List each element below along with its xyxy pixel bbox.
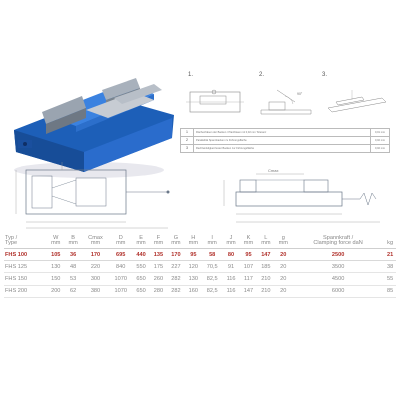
spec-value-cell: 280 — [150, 285, 167, 297]
vise-side-view-drawing — [210, 162, 380, 232]
spec-header-cell — [47, 233, 64, 249]
spec-model-cell: FHS 200 — [4, 285, 47, 297]
spec-value-cell: 117 — [240, 273, 257, 285]
spec-value-cell: 200 — [47, 285, 64, 297]
spec-value-cell: 55 — [384, 273, 396, 285]
tolerance-value: 0,01 mm — [371, 129, 390, 137]
tolerance-num: 2 — [181, 137, 194, 145]
spec-value-cell: 95 — [185, 249, 202, 261]
spec-value-cell: 36 — [64, 249, 81, 261]
sideview-crank — [360, 193, 376, 205]
spec-value-cell: 53 — [64, 273, 81, 285]
tolerance-row — [181, 129, 390, 137]
spec-header-line: G — [173, 234, 179, 241]
diagram2-jaw — [269, 102, 285, 110]
spec-value-cell: 20 — [275, 285, 292, 297]
spec-value-cell: 147 — [257, 249, 274, 261]
measurement-diagram-3 — [322, 80, 392, 125]
spec-value-cell: 210 — [257, 285, 274, 297]
spec-header-cell — [4, 233, 47, 249]
spec-value-cell: 3500 — [292, 261, 384, 273]
spec-header-line: mm — [226, 240, 236, 247]
spec-header-line: I — [211, 234, 213, 241]
spec-value-cell: 20 — [275, 273, 292, 285]
diagram2-base — [261, 110, 311, 114]
tolerance-row — [181, 137, 390, 145]
spec-value-cell: 38 — [384, 261, 396, 273]
spec-header-line: E — [139, 234, 143, 241]
panel-number-3: 3. — [322, 72, 328, 78]
spec-model-cell: FHS 100 — [4, 249, 47, 261]
spec-value-cell: 210 — [257, 273, 274, 285]
spec-header-cell — [292, 233, 384, 249]
vise-top-view-drawing — [6, 158, 176, 233]
diagram1-jaw — [200, 96, 226, 104]
spec-value-cell: 260 — [150, 273, 167, 285]
spec-value-cell: 21 — [384, 249, 396, 261]
specification-table — [4, 233, 396, 298]
spec-value-cell: 150 — [47, 273, 64, 285]
sideview-moving-jaw — [304, 180, 328, 192]
spec-value-cell: 91 — [222, 261, 239, 273]
cmax-label: Cmax — [268, 168, 279, 173]
spec-header-line: mm — [278, 240, 288, 247]
diagram2-square — [277, 90, 295, 102]
measurement-diagram-2 — [255, 80, 320, 125]
spec-header-cell — [384, 233, 396, 249]
spec-value-cell: 135 — [150, 249, 167, 261]
spec-header-line: mm — [136, 240, 146, 247]
tolerance-value: 0,02 mm — [371, 145, 390, 153]
spec-header-line: kg — [387, 240, 394, 247]
spec-header-line: Type — [5, 240, 18, 247]
spec-header-line: mm — [51, 240, 61, 247]
spec-header-line: W — [53, 234, 59, 241]
spec-header-cell — [132, 233, 149, 249]
tolerance-text: Rechtwinkligkeit fester Backen zur Führungsfläche — [194, 145, 371, 153]
spec-value-cell: 227 — [167, 261, 184, 273]
spec-value-cell: 105 — [47, 249, 64, 261]
tolerance-text: Parallelität Spannbacken zu Führungsfläche — [194, 137, 371, 145]
spec-value-cell: 220 — [82, 261, 109, 273]
spec-value-cell: 282 — [167, 285, 184, 297]
spec-header-line: Typ / — [5, 234, 18, 241]
spec-value-cell: 380 — [82, 285, 109, 297]
tolerance-value: 0,02 mm — [371, 137, 390, 145]
spec-header-line: mm — [116, 240, 126, 247]
panel-number-2: 2. — [259, 72, 265, 78]
vise-bolt-hole — [23, 142, 27, 146]
spec-header-cell — [109, 233, 132, 249]
spec-header-line: Cmax — [88, 234, 103, 241]
spec-header-line: mm — [153, 240, 164, 247]
spec-value-cell: 1070 — [109, 285, 132, 297]
spec-header-line: mm — [68, 240, 78, 247]
spec-header-line: Clamping force daN — [313, 240, 363, 247]
spec-header-line: L — [264, 234, 268, 241]
topview-moving-jaw — [76, 178, 106, 206]
spec-header-line: H — [191, 234, 196, 241]
spec-value-cell: 116 — [222, 285, 239, 297]
spec-row — [4, 273, 396, 285]
spec-header-cell — [202, 233, 222, 249]
spec-row — [4, 249, 396, 261]
spec-value-cell: 20 — [275, 249, 292, 261]
tolerance-num: 3 — [181, 145, 194, 153]
spec-header-line: Spannkraft / — [323, 234, 354, 241]
spec-header-line: K — [246, 234, 251, 241]
spec-value-cell: 160 — [185, 285, 202, 297]
spec-value-cell: 282 — [167, 273, 184, 285]
spec-value-cell: 85 — [384, 285, 396, 297]
sideview-base — [236, 192, 342, 206]
spec-header-line: mm — [171, 240, 181, 247]
sideview-fixed-jaw — [240, 180, 256, 192]
spec-value-cell: 147 — [240, 285, 257, 297]
spec-value-cell: 95 — [240, 249, 257, 261]
spec-value-cell: 130 — [185, 273, 202, 285]
spec-header-line: mm — [207, 240, 217, 247]
spec-header-line: mm — [90, 240, 101, 247]
topview-hatch-1 — [52, 180, 76, 188]
spec-value-cell: 185 — [257, 261, 274, 273]
spec-header-cell — [275, 233, 292, 249]
spec-model-cell: FHS 150 — [4, 273, 47, 285]
spec-value-cell: 440 — [132, 249, 149, 261]
spec-model-cell: FHS 125 — [4, 261, 47, 273]
spec-header-cell — [185, 233, 202, 249]
spec-value-cell: 130 — [47, 261, 64, 273]
diagram2-angle-label: 90° — [297, 92, 303, 96]
spec-value-cell: 116 — [222, 273, 239, 285]
spec-value-cell: 48 — [64, 261, 81, 273]
spec-value-cell: 170 — [167, 249, 184, 261]
spec-value-cell: 62 — [64, 285, 81, 297]
panel-number-1: 1. — [188, 72, 194, 78]
spec-value-cell: 80 — [222, 249, 239, 261]
spec-header-cell — [222, 233, 239, 249]
spec-value-cell: 2500 — [292, 249, 384, 261]
spec-header-row — [4, 233, 396, 249]
spec-header-cell — [240, 233, 257, 249]
spec-header-line: mm — [243, 240, 254, 247]
spec-header-cell — [257, 233, 274, 249]
spec-value-cell: 82,5 — [202, 273, 222, 285]
spec-header-cell — [167, 233, 184, 249]
spec-value-cell: 840 — [109, 261, 132, 273]
spec-value-cell: 70,5 — [202, 261, 222, 273]
spec-value-cell: 170 — [82, 249, 109, 261]
spec-header-line: D — [118, 234, 123, 241]
spec-value-cell: 6000 — [292, 285, 384, 297]
tolerance-text: Flächenfräsen der Backen / Planfräsen mit 0,02 mm Toleranz — [194, 129, 371, 137]
spec-header-line: J — [229, 234, 233, 241]
tolerance-table — [180, 128, 390, 153]
spec-header-line: g — [281, 234, 285, 241]
spec-value-cell: 650 — [132, 273, 149, 285]
spec-header-cell — [150, 233, 167, 249]
spec-value-cell: 58 — [202, 249, 222, 261]
spec-row — [4, 261, 396, 273]
spec-header-line: mm — [261, 240, 271, 247]
topview-handle-end — [167, 191, 170, 194]
spec-value-cell: 175 — [150, 261, 167, 273]
spec-row — [4, 285, 396, 297]
spec-value-cell: 120 — [185, 261, 202, 273]
spec-header-line: mm — [188, 240, 198, 247]
spec-header-line: B — [71, 234, 76, 241]
spec-value-cell: 4500 — [292, 273, 384, 285]
topview-hatch-2 — [52, 196, 76, 204]
diagram3-base — [328, 98, 386, 112]
spec-value-cell: 300 — [82, 273, 109, 285]
measurement-diagram-1 — [182, 80, 252, 125]
spec-value-cell: 82,5 — [202, 285, 222, 297]
tolerance-row — [181, 145, 390, 153]
spec-header-line: F — [156, 234, 161, 241]
spec-value-cell: 1070 — [109, 273, 132, 285]
tolerance-num: 1 — [181, 129, 194, 137]
spec-value-cell: 695 — [109, 249, 132, 261]
spec-value-cell: 550 — [132, 261, 149, 273]
topview-fixed-jaw — [32, 176, 52, 208]
spec-value-cell: 20 — [275, 261, 292, 273]
spec-header-cell — [64, 233, 81, 249]
spec-value-cell: 650 — [132, 285, 149, 297]
spec-value-cell: 107 — [240, 261, 257, 273]
spec-header-cell — [82, 233, 109, 249]
